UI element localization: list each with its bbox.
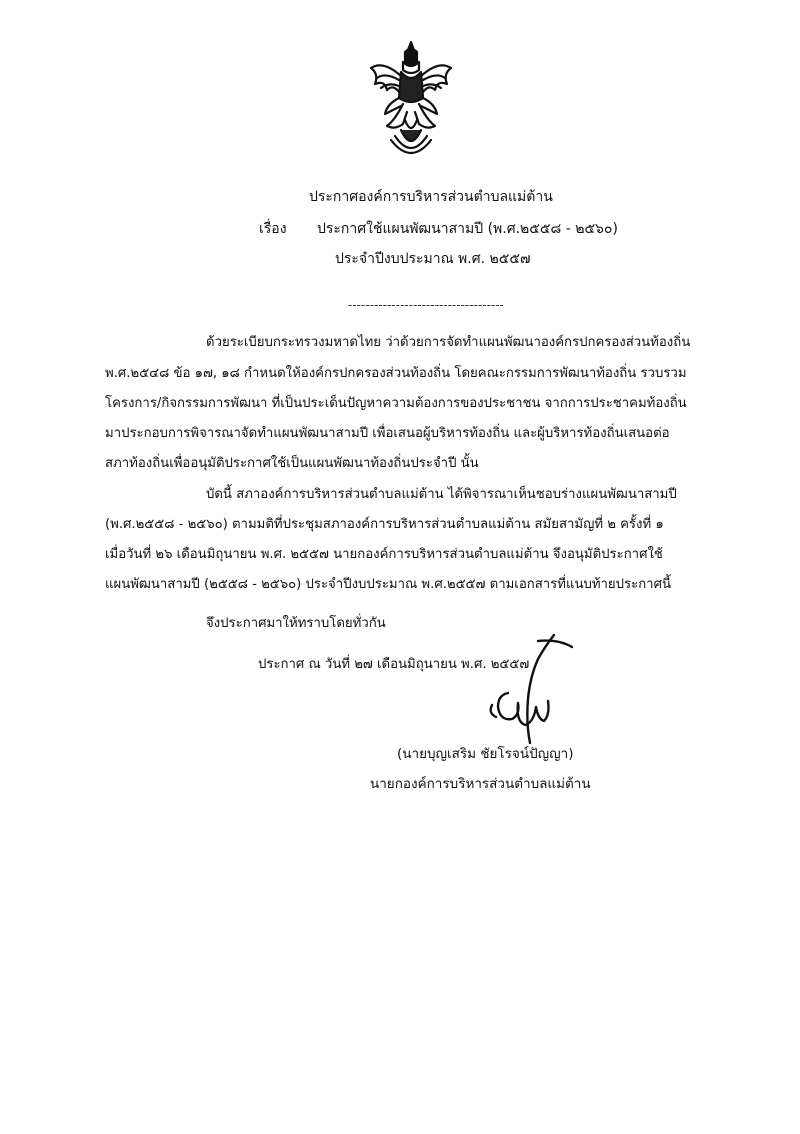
- subject-text: ประกาศใช้แผนพัฒนาสามปี (พ.ศ.๒๕๕๘ - ๒๕๖๐): [317, 221, 618, 237]
- signatory-position: นายกองค์การบริหารส่วนตำบลแม่ต้าน: [370, 776, 591, 792]
- handwritten-signature: [468, 633, 588, 753]
- paragraph-1-line-5: สภาท้องถิ่นเพื่ออนุมัติประกาศใช้เป็นแผนพัฒนาท้องถิ่นประจำปี นั้น: [105, 456, 479, 471]
- paragraph-2-line-4: แผนพัฒนาสามปี (๒๕๕๘ - ๒๕๖๐) ประจำปีงบประมาณ พ.ศ.๒๕๕๗ ตามเอกสารที่แนบท้ายประกาศนี้: [105, 577, 671, 592]
- paragraph-1-line-2: พ.ศ.๒๕๔๘ ข้อ ๑๗, ๑๘ กำหนดให้องค์กรปกครองส่วนท้องถิ่น โดยคณะกรรมการพัฒนาท้องถิ่น รวบรวม: [105, 366, 687, 381]
- paragraph-1-line-4: มาประกอบการพิจารณาจัดทำแผนพัฒนาสามปี เพื่อเสนอผู้บริหารท้องถิ่น และผู้บริหารท้องถิ่นเสนอต่อ: [105, 426, 670, 441]
- paragraph-2-line-1: บัดนี้ สภาองค์การบริหารส่วนตำบลแม่ต้าน ได้พิจารณาเห็นชอบร่างแผนพัฒนาสามปี: [206, 487, 677, 502]
- fiscal-year-line: ประจำปีงบประมาณ พ.ศ. ๒๕๕๗: [335, 251, 531, 267]
- signatory-name: (นายบุญเสริม ชัยโรจน์ปัญญา): [397, 746, 574, 762]
- paragraph-2-line-2: (พ.ศ.๒๕๕๘ - ๒๕๖๐) ตามมติที่ประชุมสภาองค์การบริหารส่วนตำบลแม่ต้าน สมัยสามัญที่ ๒ ครั้งที่ ๑: [105, 517, 664, 532]
- paragraph-1-line-3: โครงการ/กิจกรรมการพัฒนา ที่เป็นประเด็นปัญหาความต้องการของประชาชน จากการประชาคมท้องถิ่น: [105, 396, 687, 411]
- garuda-emblem-icon: [365, 40, 457, 160]
- org-title: ประกาศองค์การบริหารส่วนตำบลแม่ต้าน: [309, 189, 553, 205]
- paragraph-1-line-1: ด้วยระเบียบกระทรวงมหาดไทย ว่าด้วยการจัดทำแผนพัฒนาองค์กรปกครองส่วนท้องถิ่น: [206, 335, 691, 350]
- separator-line: ------------------------------------: [348, 298, 504, 312]
- closing-line: จึงประกาศมาให้ทราบโดยทั่วกัน: [206, 616, 386, 631]
- paragraph-2-line-3: เมื่อวันที่ ๒๖ เดือนมิถุนายน พ.ศ. ๒๕๕๗ นายกองค์การบริหารส่วนตำบลแม่ต้าน จึงอนุมัติประกาศใช้: [105, 547, 663, 562]
- announcement-date: ประกาศ ณ วันที่ ๒๗ เดือนมิถุนายน พ.ศ. ๒๕๕๗: [258, 657, 530, 672]
- subject-label: เรื่อง: [259, 221, 287, 237]
